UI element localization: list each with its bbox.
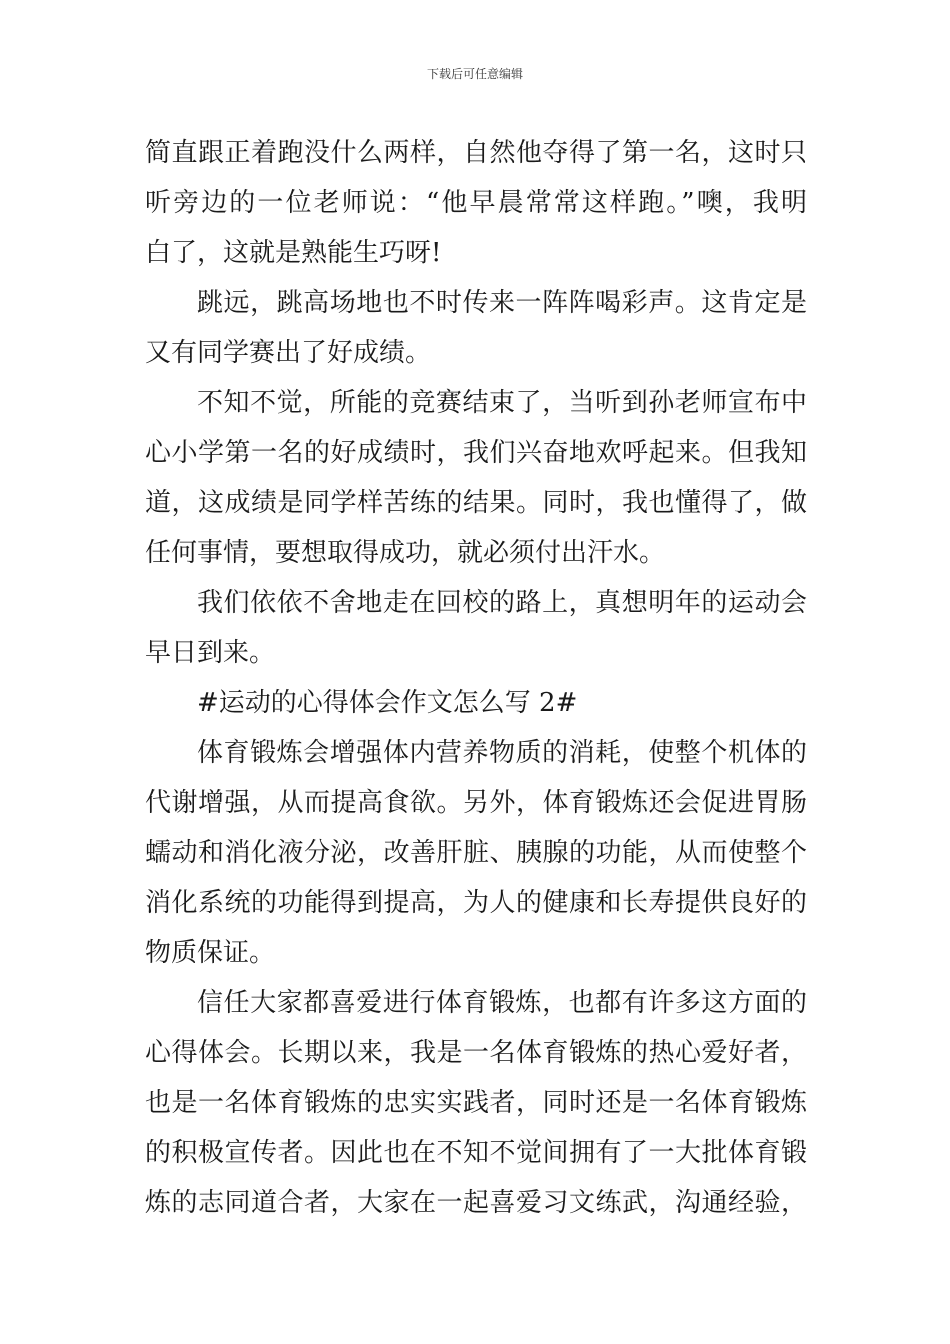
text-line: 早日到来。: [145, 638, 276, 668]
text-line: 蠕动和消化液分泌，改善肝脏、胰腺的功能，从而使整个: [145, 838, 807, 868]
text-line: 炼的志同道合者，大家在一起喜爱习文练武，沟通经验，: [145, 1188, 807, 1218]
text-line: 我们依依不舍地走在回校的路上，真想明年的运动会: [197, 588, 807, 618]
text-line: 心得体会。长期以来，我是一名体育锻炼的热心爱好者，: [145, 1038, 807, 1068]
text-line: 代谢增强，从而提高食欲。另外，体育锻炼还会促进胃肠: [145, 788, 807, 818]
section-heading: #运动的心得体会作文怎么写 2#: [197, 688, 578, 718]
text-line: 物质保证。: [145, 938, 276, 968]
text-line: 听旁边的一位老师说：“他早晨常常这样跑。”噢，我明: [145, 188, 807, 218]
text-line: 不知不觉，所能的竞赛结束了，当听到孙老师宣布中: [197, 388, 807, 418]
text-line: 道，这成绩是同学样苦练的结果。同时，我也懂得了，做: [145, 488, 807, 518]
text-line: 简直跟正着跑没什么两样，自然他夺得了第一名，这时只: [145, 138, 807, 168]
document-body: [145, 128, 807, 1228]
text-line: 也是一名体育锻炼的忠实实践者，同时还是一名体育锻炼: [145, 1088, 807, 1118]
text-line: 跳远，跳高场地也不时传来一阵阵喝彩声。这肯定是: [197, 288, 807, 318]
text-line: 又有同学赛出了好成绩。: [145, 338, 432, 368]
text-line: 信任大家都喜爱进行体育锻炼，也都有许多这方面的: [197, 988, 807, 1018]
text-line: 消化系统的功能得到提高，为人的健康和长寿提供良好的: [145, 888, 807, 918]
text-line: 体育锻炼会增强体内营养物质的消耗，使整个机体的: [197, 738, 807, 768]
text-line: 的积极宣传者。因此也在不知不觉间拥有了一大批体育锻: [145, 1138, 807, 1168]
text-line: 心小学第一名的好成绩时，我们兴奋地欢呼起来。但我知: [145, 438, 807, 468]
text-line: 白了，这就是熟能生巧呀!: [145, 238, 442, 268]
page-header: 下载后可任意编辑: [426, 67, 523, 81]
text-line: 任何事情，要想取得成功，就必须付出汗水。: [145, 538, 666, 568]
